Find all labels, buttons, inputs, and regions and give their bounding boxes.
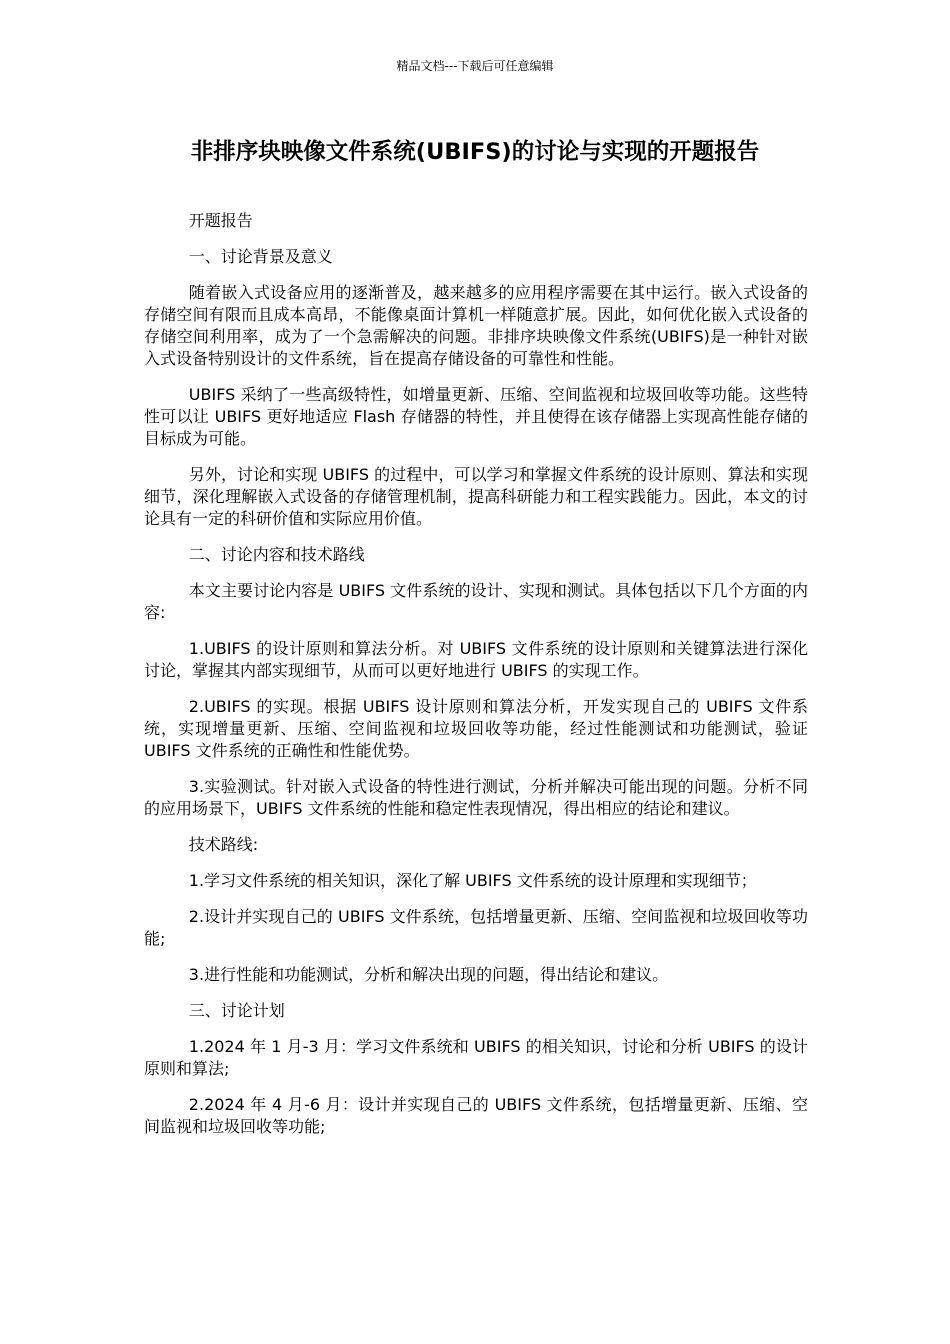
list-item: 3.进行性能和功能测试，分析和解决出现的问题，得出结论和建议。 [188,965,669,984]
paragraph: UBIFS 采纳了一些高级特性，如增量更新、压缩、空间监视和垃圾回收等功能。这些特性可以让 UBIFS 更好地适应 Flash 存储器的特性，并且使得在该存储器上实现高性能存储的目标成为可能。 [144,385,808,448]
list-item: 1.UBIFS 的设计原则和算法分析。对 UBIFS 文件系统的设计原则和关键算法进行深化讨论，掌握其内部实现细节，从而可以更好地进行 UBIFS 的实现工作。 [144,639,808,680]
paragraph: 随着嵌入式设备应用的逐渐普及，越来越多的应用程序需要在其中运行。嵌入式设备的存储空间有限而且成本高昂，不能像桌面计算机一样随意扩展。因此，如何优化嵌入式设备的存储空间利用率，成为了一个急需解决的问题。非排序块映像文件系统(UBIFS)是一种针对嵌入式设备特别设计的文件系统，旨在提高存储设备的可靠性和性能。 [144,283,808,368]
section-heading-background: 一、讨论背景及意义 [188,247,333,266]
list-item: 2.UBIFS 的实现。根据 UBIFS 设计原则和算法分析，开发实现自己的 UBIFS 文件系统，实现增量更新、压缩、空间监视和垃圾回收等功能，经过性能测试和功能测试，验证 UBIFS 文件系统的正确性和性能优势。 [144,697,808,760]
heading-proposal: 开题报告 [188,211,253,230]
list-item: 2.2024 年 4 月-6 月：设计并实现自己的 UBIFS 文件系统，包括增量更新、压缩、空间监视和垃圾回收等功能; [144,1095,808,1136]
section-heading-content: 二、讨论内容和技术路线 [188,545,365,564]
page-header-note: 精品文档---下载后可任意编辑 [396,59,554,73]
paragraph: 另外，讨论和实现 UBIFS 的过程中，可以学习和掌握文件系统的设计原则、算法和实现细节，深化理解嵌入式设备的存储管理机制，提高科研能力和工程实践能力。因此，本文的讨论具有一定的科研价值和实际应用价值。 [144,465,808,528]
list-item: 3.实验测试。针对嵌入式设备的特性进行测试，分析并解决可能出现的问题。分析不同的应用场景下，UBIFS 文件系统的性能和稳定性表现情况，得出相应的结论和建议。 [144,777,808,818]
document-title: 非排序块映像文件系统(UBIFS)的讨论与实现的开题报告 [190,139,760,165]
list-item: 1.2024 年 1 月-3 月：学习文件系统和 UBIFS 的相关知识，讨论和分析 UBIFS 的设计原则和算法; [144,1037,808,1078]
subheading-tech-route: 技术路线: [188,835,259,854]
list-item: 2.设计并实现自己的 UBIFS 文件系统，包括增量更新、压缩、空间监视和垃圾回收等功能; [144,907,808,948]
section-heading-plan: 三、讨论计划 [188,1001,285,1020]
list-item: 1.学习文件系统的相关知识，深化了解 UBIFS 文件系统的设计原理和实现细节； [188,871,757,890]
document-body [144,210,808,1152]
paragraph: 本文主要讨论内容是 UBIFS 文件系统的设计、实现和测试。具体包括以下几个方面的内容: [144,581,808,622]
